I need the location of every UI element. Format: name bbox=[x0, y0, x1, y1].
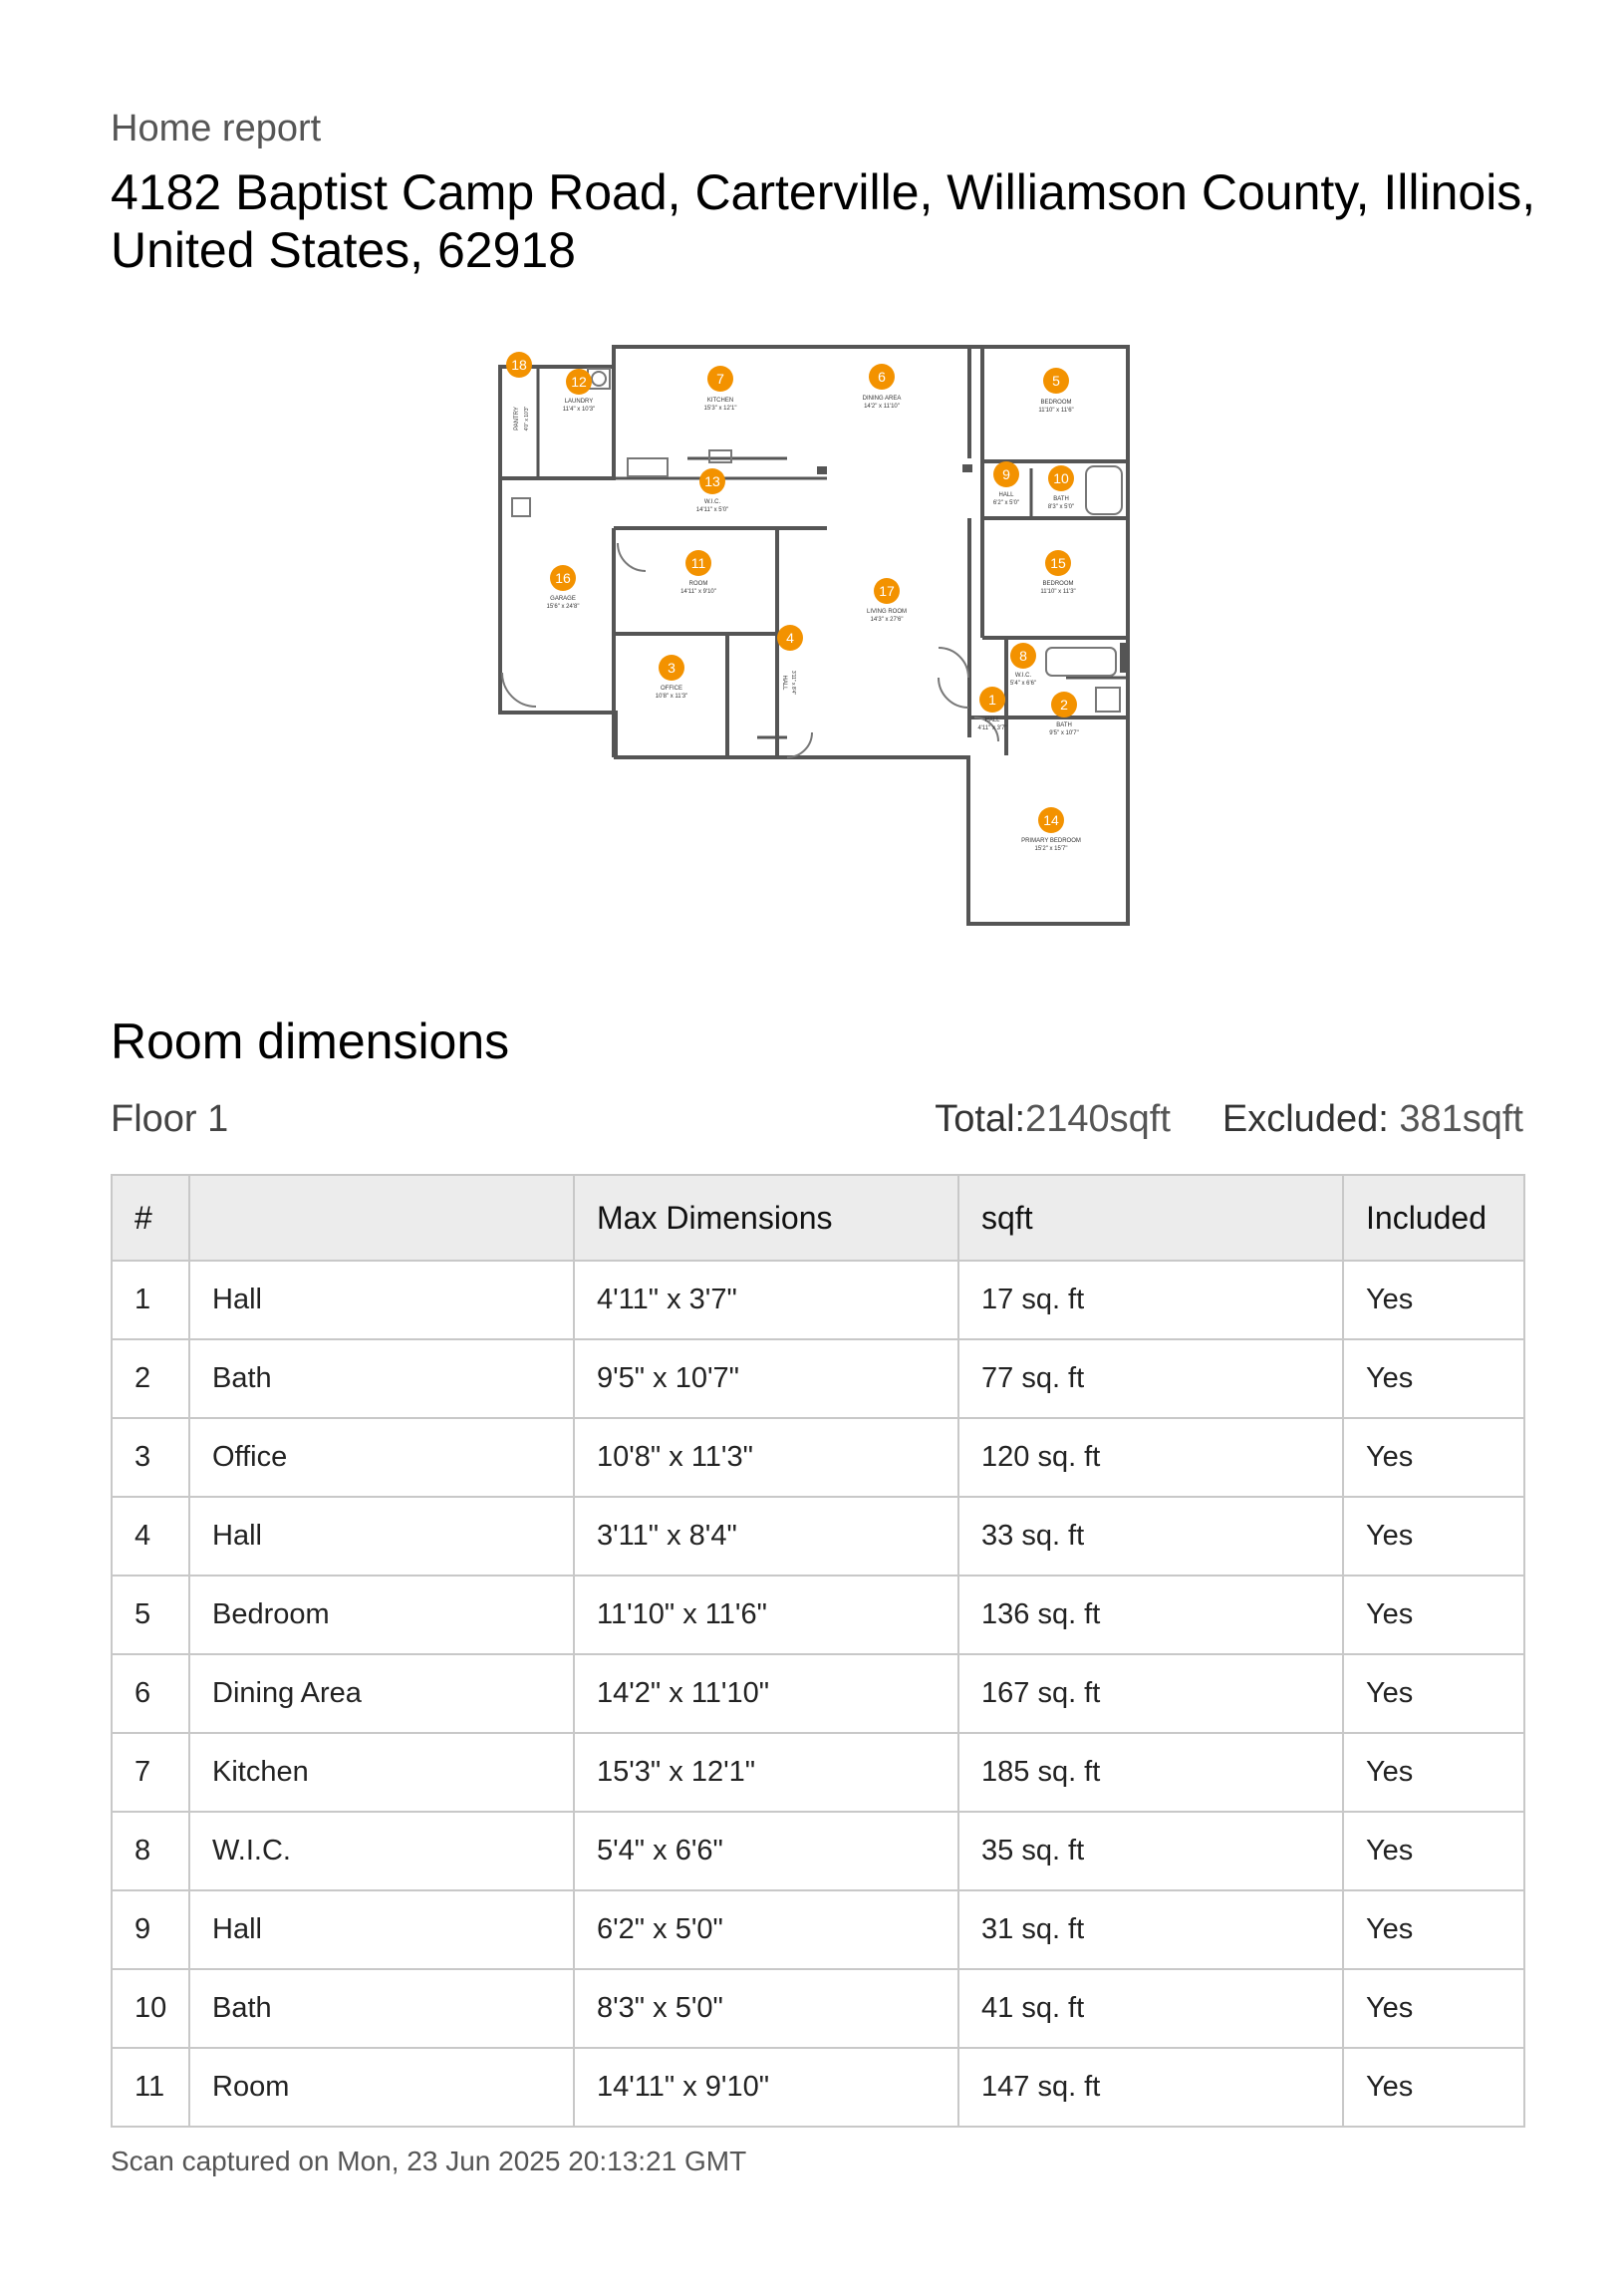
cell-room-name: Hall bbox=[189, 1890, 574, 1969]
room-marker-label: OFFICE bbox=[661, 686, 682, 692]
room-marker-number: 15 bbox=[1050, 555, 1066, 571]
room-marker-number: 2 bbox=[1060, 697, 1068, 713]
cell-number: 11 bbox=[112, 2048, 189, 2127]
cell-max-dimensions: 15'3" x 12'1" bbox=[574, 1733, 958, 1812]
table-row bbox=[112, 2048, 1524, 2127]
room-marker-number: 16 bbox=[555, 570, 571, 586]
cell-sqft: 33 sq. ft bbox=[958, 1497, 1343, 1576]
cell-included: Yes bbox=[1343, 1733, 1524, 1812]
room-marker-dims: 11'4" x 10'3" bbox=[562, 407, 596, 413]
room-marker-dims: 3'11" x 8'4" bbox=[790, 670, 796, 696]
cell-sqft: 185 sq. ft bbox=[958, 1733, 1343, 1812]
room-marker-number: 6 bbox=[878, 369, 886, 385]
room-marker-6[interactable] bbox=[863, 364, 902, 410]
cell-room-name: Office bbox=[189, 1418, 574, 1497]
room-marker-number: 14 bbox=[1043, 812, 1059, 828]
cell-number: 9 bbox=[112, 1890, 189, 1969]
room-marker-number: 10 bbox=[1053, 470, 1069, 486]
floor-plan bbox=[488, 339, 1146, 937]
cell-number: 8 bbox=[112, 1812, 189, 1890]
fixtures bbox=[502, 369, 1122, 757]
floor-plan-drawing bbox=[488, 339, 1146, 937]
room-marker-number: 1 bbox=[988, 692, 996, 708]
room-marker-dims: 4'0" x 10'3" bbox=[524, 406, 530, 431]
table-row bbox=[112, 1576, 1524, 1654]
room-marker-label: BEDROOM bbox=[1040, 400, 1072, 406]
room-marker-17[interactable] bbox=[867, 578, 907, 623]
room-marker-label: ROOM bbox=[688, 581, 708, 587]
table-row bbox=[112, 1497, 1524, 1576]
cell-sqft: 31 sq. ft bbox=[958, 1890, 1343, 1969]
room-marker-12[interactable] bbox=[563, 369, 595, 413]
cell-number: 7 bbox=[112, 1733, 189, 1812]
cell-max-dimensions: 9'5" x 10'7" bbox=[574, 1339, 958, 1418]
cell-sqft: 120 sq. ft bbox=[958, 1418, 1343, 1497]
column-header-included: Included bbox=[1343, 1175, 1524, 1261]
room-marker-label: BATH bbox=[1053, 496, 1069, 502]
cell-number: 3 bbox=[112, 1418, 189, 1497]
room-marker-number: 5 bbox=[1052, 373, 1060, 389]
room-marker-dims: 15'3" x 12'1" bbox=[703, 406, 737, 412]
cell-room-name: Dining Area bbox=[189, 1654, 574, 1733]
room-marker-label: LAUNDRY bbox=[564, 399, 594, 405]
room-marker-number: 4 bbox=[786, 630, 794, 646]
cell-included: Yes bbox=[1343, 1576, 1524, 1654]
room-marker-2[interactable] bbox=[1049, 692, 1079, 736]
cell-max-dimensions: 8'3" x 5'0" bbox=[574, 1969, 958, 2048]
room-marker-9[interactable] bbox=[993, 461, 1019, 506]
cell-number: 10 bbox=[112, 1969, 189, 2048]
table-row bbox=[112, 1969, 1524, 2048]
cell-included: Yes bbox=[1343, 1812, 1524, 1890]
total-value: 2140sqft bbox=[1025, 1098, 1171, 1140]
cell-max-dimensions: 6'2" x 5'0" bbox=[574, 1890, 958, 1969]
table-row bbox=[112, 1418, 1524, 1497]
cell-max-dimensions: 11'10" x 11'6" bbox=[574, 1576, 958, 1654]
room-dimensions-table bbox=[111, 1174, 1525, 2128]
room-marker-label: HALL bbox=[998, 492, 1014, 498]
column-header-sqft: sqft bbox=[958, 1175, 1343, 1261]
room-marker-11[interactable] bbox=[680, 550, 716, 595]
room-marker-dims: 14'3" x 27'6" bbox=[870, 617, 904, 623]
cell-included: Yes bbox=[1343, 1890, 1524, 1969]
room-dimensions-title: Room dimensions bbox=[111, 1013, 510, 1069]
room-marker-dims: 14'11" x 9'10" bbox=[680, 589, 716, 595]
room-marker-4[interactable] bbox=[777, 625, 803, 695]
cell-room-name: Bedroom bbox=[189, 1576, 574, 1654]
table-row bbox=[112, 1890, 1524, 1969]
room-marker-label: DINING AREA bbox=[862, 396, 902, 402]
table-row bbox=[112, 1261, 1524, 1339]
cell-max-dimensions: 14'11" x 9'10" bbox=[574, 2048, 958, 2127]
room-marker-dims: 11'10" x 11'3" bbox=[1040, 589, 1076, 595]
room-marker-10[interactable] bbox=[1048, 465, 1074, 510]
room-marker-number: 9 bbox=[1002, 466, 1010, 482]
room-marker-16[interactable] bbox=[547, 565, 580, 610]
column-header-name bbox=[189, 1175, 574, 1261]
cell-room-name: Kitchen bbox=[189, 1733, 574, 1812]
cell-room-name: Hall bbox=[189, 1497, 574, 1576]
room-marker-label: GARAGE bbox=[550, 596, 576, 602]
cell-max-dimensions: 14'2" x 11'10" bbox=[574, 1654, 958, 1733]
room-marker-number: 11 bbox=[690, 555, 706, 571]
room-marker-number: 8 bbox=[1019, 648, 1027, 664]
cell-room-name: Bath bbox=[189, 1339, 574, 1418]
excluded-label: Excluded: bbox=[1221, 1098, 1389, 1140]
floor-summary bbox=[111, 1098, 1523, 1148]
report-kicker: Home report bbox=[111, 108, 322, 149]
cell-max-dimensions: 3'11" x 8'4" bbox=[574, 1497, 958, 1576]
table-row bbox=[112, 1812, 1524, 1890]
room-marker-dims: 15'2" x 15'7" bbox=[1034, 846, 1068, 852]
room-marker-dims: 5'4" x 6'6" bbox=[1009, 681, 1037, 687]
wall-posts bbox=[817, 464, 1130, 673]
room-marker-dims: 15'6" x 24'8" bbox=[546, 604, 580, 610]
room-marker-dims: 10'8" x 11'3" bbox=[655, 694, 688, 700]
room-marker-label: LIVING ROOM bbox=[866, 609, 908, 615]
room-marker-number: 18 bbox=[511, 357, 527, 373]
property-address: 4182 Baptist Camp Road, Carterville, Williamson County, Illinois, United States, 62918 bbox=[111, 164, 1536, 278]
cell-number: 1 bbox=[112, 1261, 189, 1339]
room-marker-dims: 11'10" x 11'6" bbox=[1038, 408, 1074, 414]
room-marker-dims: 14'2" x 11'10" bbox=[864, 404, 900, 410]
cell-room-name: W.I.C. bbox=[189, 1812, 574, 1890]
cell-sqft: 35 sq. ft bbox=[958, 1812, 1343, 1890]
room-marker-label: HALL bbox=[781, 675, 787, 691]
cell-included: Yes bbox=[1343, 1339, 1524, 1418]
cell-number: 6 bbox=[112, 1654, 189, 1733]
cell-sqft: 17 sq. ft bbox=[958, 1261, 1343, 1339]
room-marker-label: PRIMARY BEDROOM bbox=[1021, 838, 1081, 844]
room-marker-18[interactable] bbox=[506, 352, 532, 430]
room-marker-14[interactable] bbox=[1021, 807, 1081, 852]
column-header-number: # bbox=[112, 1175, 189, 1261]
room-marker-15[interactable] bbox=[1040, 550, 1075, 595]
cell-included: Yes bbox=[1343, 1261, 1524, 1339]
room-marker-number: 17 bbox=[879, 583, 895, 599]
room-marker-7[interactable] bbox=[704, 366, 737, 412]
scan-timestamp: Scan captured on Mon, 23 Jun 2025 20:13:21 GMT bbox=[111, 2146, 747, 2176]
room-marker-number: 13 bbox=[704, 473, 720, 489]
room-marker-dims: 4'11" x 3'7" bbox=[977, 725, 1007, 731]
cell-sqft: 77 sq. ft bbox=[958, 1339, 1343, 1418]
cell-room-name: Hall bbox=[189, 1261, 574, 1339]
cell-included: Yes bbox=[1343, 1969, 1524, 2048]
total-label: Total: bbox=[935, 1098, 1026, 1140]
area-totals bbox=[935, 1098, 1523, 1141]
floor-name: Floor 1 bbox=[111, 1098, 229, 1140]
cell-included: Yes bbox=[1343, 1654, 1524, 1733]
room-marker-label: BEDROOM bbox=[1042, 581, 1074, 587]
cell-room-name: Bath bbox=[189, 1969, 574, 2048]
room-marker-dims: 8'3" x 5'0" bbox=[1047, 504, 1075, 510]
table-row bbox=[112, 1733, 1524, 1812]
cell-included: Yes bbox=[1343, 2048, 1524, 2127]
room-marker-dims: 6'2" x 5'0" bbox=[992, 500, 1020, 506]
table-row bbox=[112, 1339, 1524, 1418]
column-header-max-dimensions: Max Dimensions bbox=[574, 1175, 958, 1261]
room-marker-dims: 14'11" x 5'0" bbox=[695, 507, 729, 513]
room-marker-number: 12 bbox=[571, 374, 587, 390]
cell-max-dimensions: 5'4" x 6'6" bbox=[574, 1812, 958, 1890]
cell-sqft: 147 sq. ft bbox=[958, 2048, 1343, 2127]
cell-sqft: 41 sq. ft bbox=[958, 1969, 1343, 2048]
excluded-value: 381sqft bbox=[1388, 1098, 1523, 1140]
room-marker-label: PANTRY bbox=[514, 407, 520, 430]
cell-sqft: 136 sq. ft bbox=[958, 1576, 1343, 1654]
cell-max-dimensions: 4'11" x 3'7" bbox=[574, 1261, 958, 1339]
room-marker-1[interactable] bbox=[977, 687, 1006, 731]
cell-number: 2 bbox=[112, 1339, 189, 1418]
room-marker-number: 7 bbox=[716, 371, 724, 387]
cell-max-dimensions: 10'8" x 11'3" bbox=[574, 1418, 958, 1497]
room-marker-label: KITCHEN bbox=[706, 398, 734, 404]
room-marker-label: HALL bbox=[984, 718, 1000, 723]
cell-room-name: Room bbox=[189, 2048, 574, 2127]
room-marker-5[interactable] bbox=[1038, 368, 1073, 414]
cell-included: Yes bbox=[1343, 1497, 1524, 1576]
room-marker-8[interactable] bbox=[1010, 643, 1036, 687]
cell-number: 5 bbox=[112, 1576, 189, 1654]
room-marker-dims: 9'5" x 10'7" bbox=[1049, 730, 1079, 736]
room-marker-label: BATH bbox=[1056, 722, 1072, 728]
table-row bbox=[112, 1654, 1524, 1733]
cell-included: Yes bbox=[1343, 1418, 1524, 1497]
room-marker-label: W.I.C. bbox=[703, 499, 721, 505]
cell-sqft: 167 sq. ft bbox=[958, 1654, 1343, 1733]
cell-number: 4 bbox=[112, 1497, 189, 1576]
room-marker-number: 3 bbox=[668, 660, 676, 676]
room-marker-3[interactable] bbox=[656, 655, 687, 700]
room-marker-label: W.I.C. bbox=[1014, 673, 1032, 679]
room-marker-13[interactable] bbox=[696, 468, 728, 513]
table-header-row bbox=[112, 1175, 1524, 1261]
